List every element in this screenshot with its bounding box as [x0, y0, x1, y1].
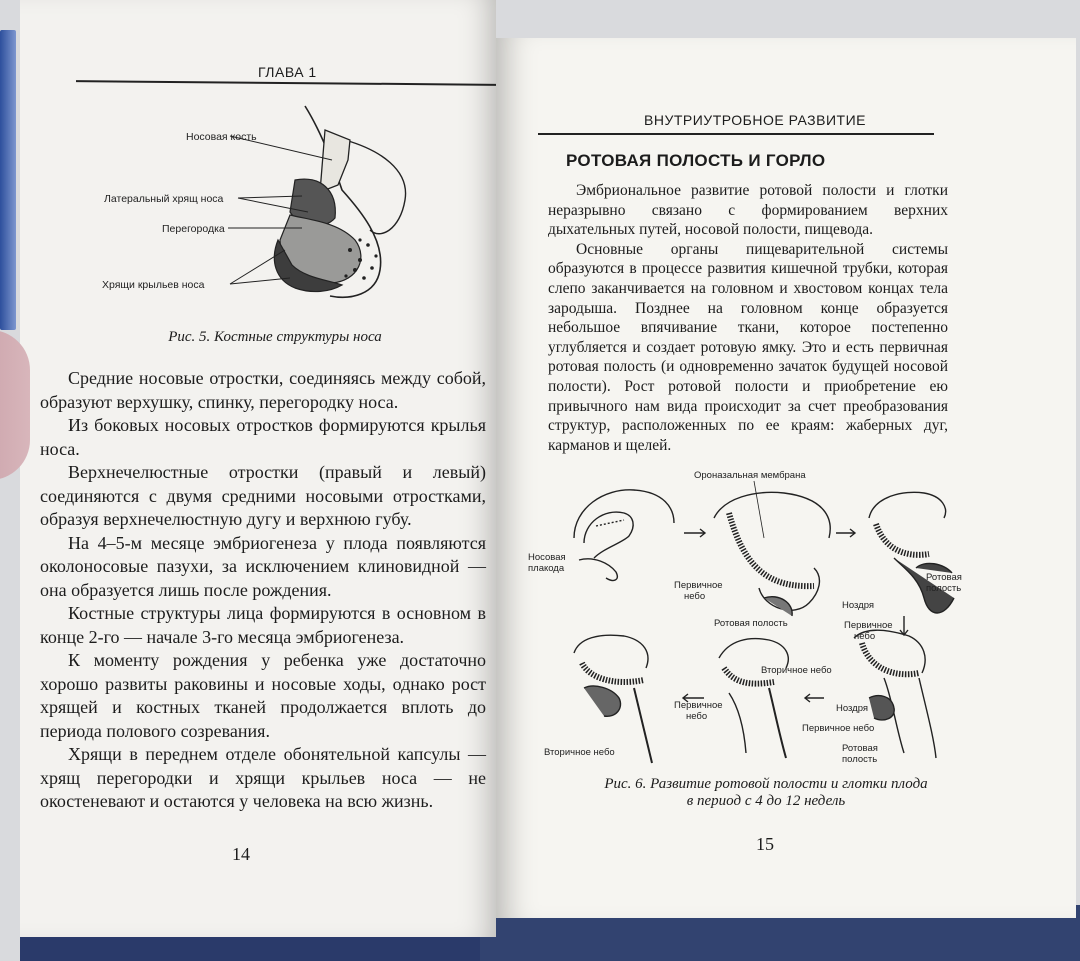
paragraph: Основные органы пищеварительной системы образуются в процессе развития кишечной трубки, которая слепо заканчивается на головном и хвостовом концах тела зародыша. Позднее на головном конце образуется небольшое впячивание ткани, которое постепенно углубляется и создает ротовую ямку. Это и есть первичная ротовая полость (и одновременно зачаток будущей носовой полости). Рост ротовой полости и приобретение ею привычного нам вида происходит за счет преобразования структур, расположенных по ее краям: жаберных дуг, карманов и щелей.	[548, 240, 948, 454]
oral-cavity-development-figure	[524, 468, 974, 768]
label-nasal-bone: Носовая кость	[186, 131, 257, 143]
figure-6-caption	[566, 776, 966, 810]
right-page	[496, 38, 1076, 918]
label-primary-palate-1: Первичное	[674, 580, 723, 591]
paragraph: Верхнечелюстные отростки (правый и левый) соединяются с двумя средними носовыми отростками, образуя верхнечелюстную дугу и верхнюю губу.	[40, 462, 486, 529]
running-head-right: ВНУТРИУТРОБНОЕ РАЗВИТИЕ	[644, 112, 866, 128]
paragraph: Хрящи в переднем отделе обонятельной капсулы — хрящ перегородки и хрящи крыльев носа — не окостеневают и остаются у человека на всю жизнь.	[40, 744, 486, 811]
running-head-left: ГЛАВА 1	[258, 64, 317, 80]
figure-6-caption-line-2: в период с 4 до 12 недель	[686, 793, 846, 809]
label-oronasal-membrane: Ороназальная мембрана	[694, 470, 806, 481]
paragraph: К моменту рождения у ребенка уже достаточно хорошо развиты раковины и носовые ходы, однако рост хрящей и костных тканей продолжается вплоть до периода полового созревания.	[40, 650, 486, 741]
label-nostril-1: Ноздря	[842, 600, 875, 611]
left-page	[20, 0, 496, 937]
paragraph: Из боковых носовых отростков формируются крылья носа.	[40, 415, 486, 459]
label-primary-palate-4: Первичное небо	[802, 723, 875, 734]
thumb	[0, 330, 30, 480]
label-secondary-palate-1: Вторичное небо	[761, 665, 832, 676]
book-cover-edge	[0, 30, 16, 330]
figure-5-caption: Рис. 5. Костные структуры носа	[168, 329, 382, 345]
paragraph: Костные структуры лица формируются в основном в конце 2-го — начале 3-го месяца эмбриогенеза.	[40, 603, 486, 647]
label-primary-palate-1b: небо	[684, 591, 706, 602]
page-number-left: 14	[232, 844, 250, 864]
label-nasal-placode-2: плакода	[528, 563, 565, 574]
label-oral-cavity-3b: полость	[842, 754, 878, 765]
nose-bone-figure	[80, 100, 480, 330]
label-primary-palate-2: Первичное	[844, 620, 893, 631]
label-oral-cavity-2b: полость	[926, 583, 962, 594]
figure-6-caption-line-1: Рис. 6. Развитие ротовой полости и глотки плода	[604, 776, 928, 792]
label-alar-cartilage: Хрящи крыльев носа	[102, 279, 205, 291]
right-body-text	[548, 181, 948, 455]
label-septum: Перегородка	[162, 223, 225, 235]
label-nostril-2: Ноздря	[836, 703, 869, 714]
paragraph: Эмбриональное развитие ротовой полости и глотки неразрывно связано с формированием верхних дыхательных путей, носовой полости, пищевода.	[548, 182, 948, 239]
page-number-right: 15	[756, 834, 774, 854]
label-primary-palate-3: Первичное	[674, 700, 723, 711]
section-title: РОТОВАЯ ПОЛОСТЬ И ГОРЛО	[566, 151, 826, 170]
header-rule-left	[76, 80, 496, 86]
header-rule-right	[538, 133, 934, 135]
label-primary-palate-2b: небо	[854, 631, 876, 642]
label-oral-cavity-3: Ротовая	[842, 743, 878, 754]
label-oral-cavity-1: Ротовая полость	[714, 618, 788, 629]
label-nasal-placode: Носовая	[528, 552, 566, 563]
label-lateral-cartilage: Латеральный хрящ носа	[104, 193, 224, 205]
paragraph: На 4–5-м месяце эмбриогенеза у плода появляются околоносовые пазухи, за исключением клиновидной — она образуется лишь после рождения.	[40, 532, 486, 600]
left-body-text	[40, 367, 486, 814]
label-secondary-palate-2: Вторичное небо	[544, 747, 615, 758]
paragraph: Средние носовые отростки, соединяясь между собой, образуют верхушку, спинку, перегородку носа.	[40, 368, 486, 412]
label-oral-cavity-2: Ротовая	[926, 572, 962, 583]
label-primary-palate-3b: небо	[686, 711, 708, 722]
